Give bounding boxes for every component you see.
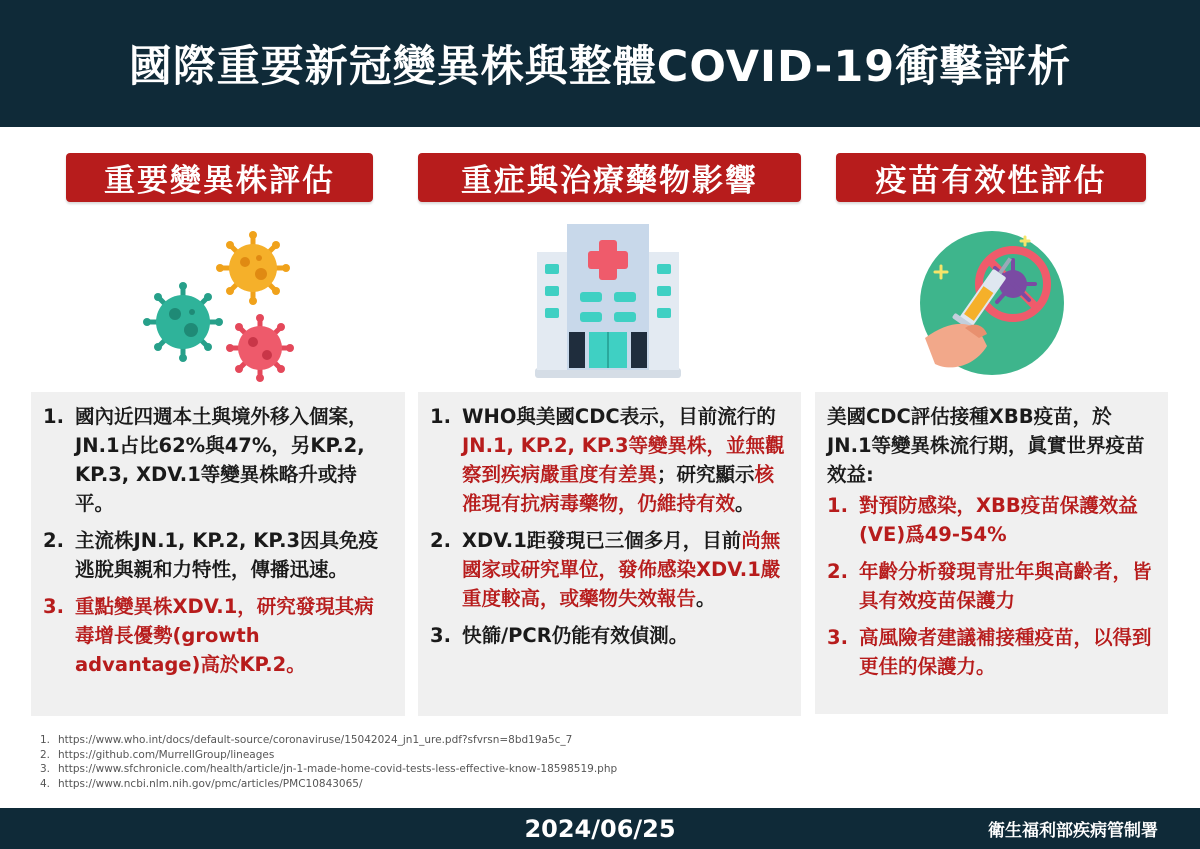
item-text: 年齡分析發現青壯年與高齡者，皆具有效疫苗保護力: [859, 560, 1152, 612]
header-bar: [0, 0, 1200, 127]
list-item: [430, 526, 787, 613]
list-item-highlight: [827, 557, 1154, 615]
variants-box: [31, 392, 405, 716]
item-number: 2.: [827, 560, 848, 583]
reference-number: 2.: [40, 748, 51, 761]
column-title-severity: 重症與治療藥物影響: [418, 153, 801, 202]
highlight-text: 核准現有抗病毒藥物，仍維持有效: [462, 463, 775, 515]
highlight-text: 尚無國家或研究單位，發佈感染XDV.1嚴重度較高，或藥物失效報告: [462, 529, 781, 610]
organization-name: 衛生福利部疾病管制署: [988, 821, 1158, 841]
item-number: 1.: [827, 494, 848, 517]
reference-number: 4.: [40, 777, 51, 790]
column-title-variants: 重要變異株評估: [66, 153, 373, 202]
reference-number: 1.: [40, 734, 51, 746]
text-segment: 。: [735, 492, 755, 515]
reference-item: [40, 748, 617, 763]
text-segment: 。: [696, 587, 716, 610]
vaccine-box: [815, 392, 1168, 714]
item-text: 對預防感染，XBB疫苗保護效益(VE)爲49-54%: [859, 494, 1138, 546]
list-item: [43, 402, 391, 518]
list-item: [430, 402, 787, 518]
reference-link[interactable]: https://www.ncbi.nlm.nih.gov/pmc/articles/PMC10843065/: [58, 777, 363, 790]
reference-link[interactable]: https://www.who.int/docs/default-source/coronaviruse/15042024_jn1_ure.pdf?sfvrsn=8bd19a5c_7: [58, 734, 573, 746]
item-text: 重點變異株XDV.1，研究發現其病毒增長優勢(growth advantage)高於KP.2。: [75, 595, 374, 676]
item-text: [462, 402, 787, 518]
reference-item: [40, 733, 617, 748]
publish-date: 2024/06/25: [524, 814, 676, 843]
item-number: 3.: [43, 595, 64, 618]
intro-text: 美國CDC評估接種XBB疫苗，於JN.1等變異株流行期，眞實世界疫苗效益:: [827, 405, 1145, 486]
item-text: [462, 526, 787, 613]
text-segment: XDV.1距發現已三個多月，目前: [462, 529, 742, 552]
item-number: 3.: [430, 624, 451, 647]
list-item-highlight: [827, 491, 1154, 549]
reference-link[interactable]: https://github.com/MurrellGroup/lineages: [58, 748, 275, 761]
virus-icon: [135, 230, 305, 385]
list-item: [430, 621, 787, 650]
reference-link[interactable]: https://www.sfchronicle.com/health/article/jn-1-made-home-covid-tests-less-effective-know-18598519.php: [58, 763, 618, 775]
reference-item: [40, 777, 617, 792]
item-number: 1.: [43, 405, 64, 428]
vaccine-icon: [917, 226, 1067, 381]
item-text: 高風險者建議補接種疫苗，以得到更佳的保護力。: [859, 626, 1152, 678]
list-item-highlight: [43, 592, 391, 679]
text-segment: ；研究顯示: [657, 463, 755, 486]
item-number: 3.: [827, 626, 848, 649]
page-title: 國際重要新冠變異株與整體COVID-19衝擊評析: [128, 42, 1072, 92]
item-number: 2.: [43, 529, 64, 552]
reference-number: 3.: [40, 763, 51, 775]
text-segment: WHO與美國CDC表示，目前流行的: [462, 405, 776, 428]
hospital-icon: [533, 222, 683, 382]
severity-box: [418, 392, 801, 716]
item-text: 國內近四週本土與境外移入個案，JN.1占比62%與47%，另KP.2, KP.3, XDV.1等變異株略升或持平。: [75, 405, 368, 515]
column-title-vaccine: 疫苗有效性評估: [836, 153, 1146, 202]
reference-item: [40, 762, 617, 777]
item-text: 主流株JN.1, KP.2, KP.3因具免疫逃脫與親和力特性，傳播迅速。: [75, 529, 379, 581]
references: [40, 733, 617, 791]
item-number: 2.: [430, 529, 451, 552]
list-item: [43, 526, 391, 584]
item-text: 快篩/PCR仍能有效偵測。: [462, 624, 689, 647]
highlight-text: JN.1, KP.2, KP.3等變異株，並無觀察到疾病嚴重度有差異: [462, 434, 785, 486]
list-item-highlight: [827, 623, 1154, 681]
item-number: 1.: [430, 405, 451, 428]
footer-bar: [0, 808, 1200, 849]
